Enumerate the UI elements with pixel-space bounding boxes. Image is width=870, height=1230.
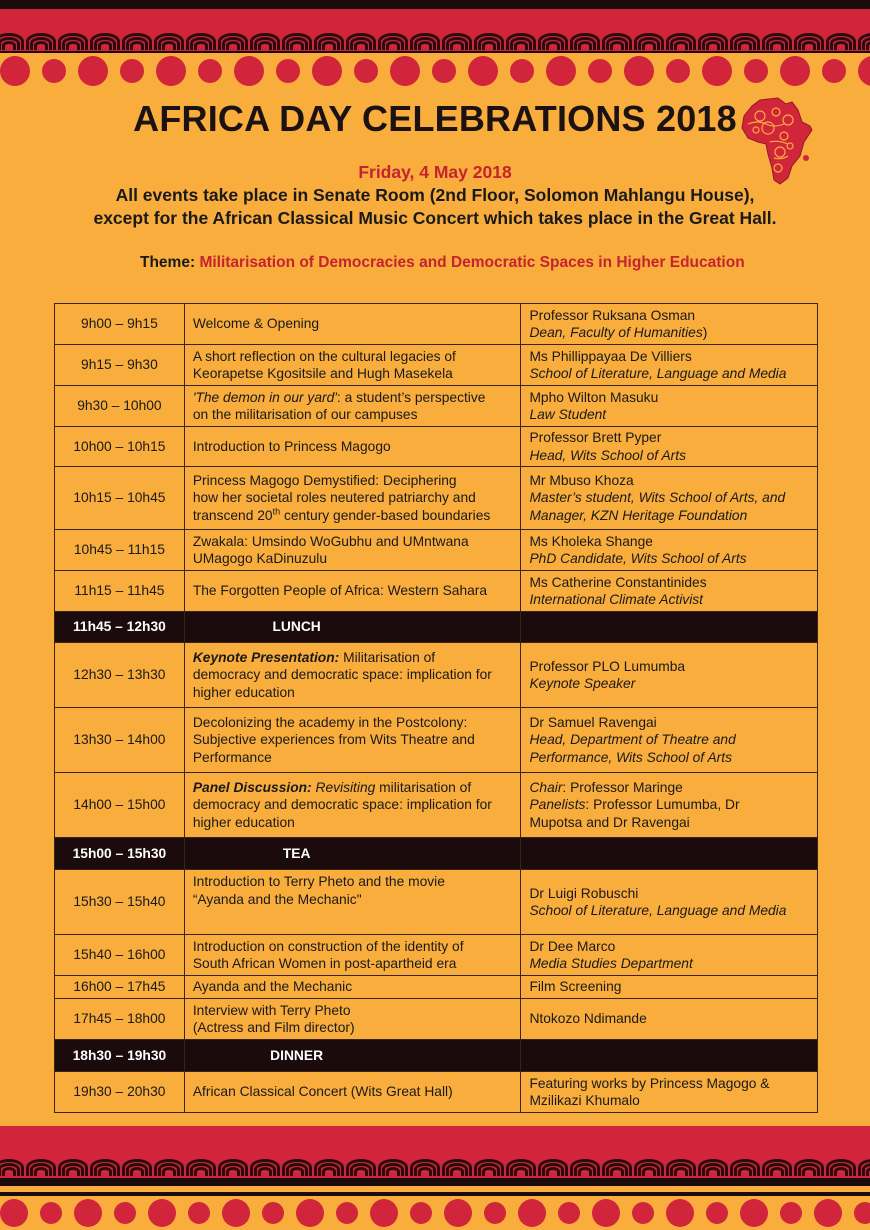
decorative-dot [296,1199,324,1227]
decorative-dot [114,1202,136,1224]
break-row [55,612,818,643]
event-text: century gender-based boundaries [280,507,491,523]
speaker-cell [521,708,818,773]
decorative-dot [78,56,108,86]
event-line: A short reflection on the cultural legacies of [192,348,456,364]
event-line: UMagogo KaDinuzulu [192,551,328,566]
decorative-arc [322,41,336,50]
event-line: Keorapetse Kgositsile and Hugh Masekela [192,366,453,381]
decorative-arc [578,1167,592,1176]
speaker-cell [521,870,818,935]
event-line: Decolonizing the academy in the Postcolony: [192,714,468,730]
decorative-arc [290,41,304,50]
decorative-arc [194,41,208,50]
decorative-dot [468,56,498,86]
time-cell: 19h30 – 20h30 [55,1072,185,1113]
decorative-arc [130,1167,144,1176]
time-cell: 13h30 – 14h00 [55,708,185,773]
top-decorative-band [0,0,870,92]
decorative-arc [546,41,560,50]
decorative-arc [226,1167,240,1176]
speaker-role: School of Literature, Language and Media [529,366,787,381]
event-line: South African Women in post-apartheid era [192,956,457,971]
decorative-arc [674,1167,688,1176]
table-row [55,1072,818,1113]
schedule-table [54,303,818,1113]
speaker-role: Master’s student, Wits School of Arts, and [529,490,786,506]
time-cell: 10h15 – 10h45 [55,467,185,530]
speaker-cell: Film Screening [521,976,818,999]
speaker-name: Dr Luigi Robuschi [529,885,639,901]
event-cell [184,870,521,935]
decorative-arc [802,1167,816,1176]
event-date: Friday, 4 May 2018 [358,162,512,182]
empty-cell [521,838,818,870]
speaker-role: Media Studies Department [529,956,693,971]
speaker-cell [521,386,818,427]
decorative-arc [482,1167,496,1176]
event-line: on the militarisation of our campuses [192,407,418,422]
time-cell: 17h45 – 18h00 [55,999,185,1040]
time-cell: 14h00 – 15h00 [55,773,185,838]
table-row [55,643,818,708]
page-title: AFRICA DAY CELEBRATIONS 2018 [133,98,737,139]
venue-line-2: except for the African Classical Music Concert which takes place in the Great Hall. [93,208,777,228]
decorative-arc [194,1167,208,1176]
decorative-arc [386,1167,400,1176]
table-row [55,571,818,612]
decorative-dot [234,56,264,86]
decorative-arc [738,41,752,50]
table-row [55,386,818,427]
speaker-cell [521,530,818,571]
speaker-name: Ms Catherine Constantinides [529,574,707,590]
break-row [55,838,818,870]
event-line: Interview with Terry Pheto [192,1002,351,1018]
decorative-arc [98,1167,112,1176]
event-cell [184,386,521,427]
event-italic: Revisiting [311,779,376,795]
event-line: democracy and democratic space: implication for [192,667,492,683]
venue-line-1: All events take place in Senate Room (2nd Floor, Solomon Mahlangu House), [115,185,755,205]
decorative-arc [866,1167,870,1176]
decorative-dot [780,56,810,86]
panelists-value: : Professor Lumumba, Dr [585,797,740,813]
decorative-dot [780,1202,802,1224]
table-row [55,427,818,467]
table-row [55,935,818,976]
decorative-dot [484,1202,506,1224]
decorative-arc [738,1167,752,1176]
event-text: Militarisation of [339,649,436,665]
decorative-arc [2,41,16,50]
time-cell: 10h45 – 11h15 [55,530,185,571]
time-cell: 10h00 – 10h15 [55,427,185,467]
decorative-arc [66,41,80,50]
event-line: higher education [192,684,295,700]
decorative-dot [858,56,870,86]
time-cell: 9h15 – 9h30 [55,345,185,386]
event-text: militarisation of [375,779,472,795]
table-row [55,530,818,571]
decorative-arc [226,41,240,50]
event-line: Zwakala: Umsindo WoGubhu and UMntwana [192,533,469,549]
decorative-dot [222,1199,250,1227]
decorative-dot [74,1199,102,1227]
event-cell: Welcome & Opening [184,304,521,345]
decorative-arc [866,41,870,50]
top-black-stripe [0,0,870,9]
decorative-dot [148,1199,176,1227]
speaker-name: Ms Kholeka Shange [529,533,653,549]
bottom-dot-row [0,1196,870,1230]
decorative-dot [410,1202,432,1224]
speaker-role: School of Literature, Language and Media [529,903,787,918]
speaker-role: Head, Department of Theatre and [529,732,736,748]
decorative-arc [98,41,112,50]
decorative-arc [354,1167,368,1176]
speaker-role: Performance, Wits School of Arts [529,749,732,765]
event-line: democracy and democratic space: implication for [192,797,492,813]
time-cell: 11h15 – 11h45 [55,571,185,612]
speaker-cell [521,345,818,386]
table-row [55,870,818,935]
event-line: Introduction to Terry Pheto and the movie [192,874,445,889]
speaker-role: Law Student [529,407,607,422]
speaker-name: Professor Ruksana Osman [529,307,696,323]
speaker-name: Mpho Wilton Masuku [529,389,659,405]
decorative-arc [546,1167,560,1176]
decorative-arc [450,1167,464,1176]
time-cell: 15h00 – 15h30 [55,838,185,870]
decorative-dot [42,59,66,83]
decorative-dot [0,56,30,86]
bottom-semicircle-pattern [0,1140,870,1178]
time-cell: 15h30 – 15h40 [55,870,185,935]
table-row [55,708,818,773]
event-line: Princess Magogo Demystified: Deciphering [192,472,457,488]
decorative-arc [642,41,656,50]
event-cell [184,935,521,976]
time-cell: 16h00 – 17h45 [55,976,185,999]
decorative-dot [390,56,420,86]
table-row [55,999,818,1040]
decorative-dot [624,56,654,86]
decorative-arc [162,1167,176,1176]
decorative-dot [702,56,732,86]
table-row [55,773,818,838]
decorative-dot [588,59,612,83]
decorative-dot [432,59,456,83]
decorative-arc [610,1167,624,1176]
event-italic: 'The demon in our yard' [192,389,337,405]
empty-cell [521,1040,818,1072]
decorative-arc [34,1167,48,1176]
table-row [55,467,818,530]
chair-label: Chair [529,779,563,795]
decorative-arc [674,41,688,50]
event-cell: Ayanda and the Mechanic [184,976,521,999]
decorative-dot [546,56,576,86]
event-cell [184,345,521,386]
speaker-name: Ms Phillippayaa De Villiers [529,348,692,364]
speaker-name: Mr Mbuso Khoza [529,472,634,488]
event-cell [184,467,521,530]
decorative-dot [40,1202,62,1224]
decorative-arc [2,1167,16,1176]
decorative-dot [312,56,342,86]
time-cell: 9h30 – 10h00 [55,386,185,427]
decorative-arc [706,41,720,50]
decorative-arc [130,41,144,50]
speaker-role: PhD Candidate, Wits School of Arts [529,551,747,566]
bottom-decorative-band [0,1126,870,1230]
empty-cell [521,612,818,643]
table-row [55,345,818,386]
decorative-dot [854,1202,870,1224]
speaker-name: Professor Brett Pyper [529,430,662,445]
event-line: higher education [192,814,295,830]
decorative-dot [120,59,144,83]
decorative-dot [276,59,300,83]
decorative-arc [578,41,592,50]
break-label: LUNCH [184,612,521,643]
speaker-cell [521,935,818,976]
event-line: Subjective experiences from Wits Theatre and [192,732,475,748]
decorative-arc [834,1167,848,1176]
decorative-arc [514,1167,528,1176]
speaker-role: Manager, KZN Heritage Foundation [529,507,748,523]
decorative-arc [834,41,848,50]
role-suffix: ) [702,325,708,340]
decorative-arc [514,41,528,50]
decorative-arc [258,1167,272,1176]
speaker-role: International Climate Activist [529,592,703,607]
decorative-arc [418,41,432,50]
panelists-line: Mupotsa and Dr Ravengai [529,814,690,830]
top-dot-row [0,53,870,92]
decorative-arc [770,41,784,50]
event-text: transcend 20 [192,507,273,523]
decorative-dot [666,1199,694,1227]
speaker-line: Mzilikazi Khumalo [529,1093,640,1108]
speaker-cell [521,643,818,708]
decorative-arc [34,41,48,50]
event-cell [184,643,521,708]
decorative-arc [162,41,176,50]
event-cell [184,530,521,571]
decorative-dot [156,56,186,86]
decorative-arc [450,41,464,50]
break-label: DINNER [184,1040,521,1072]
time-cell: 18h30 – 19h30 [55,1040,185,1072]
event-cell: African Classical Concert (Wits Great Hall) [184,1072,521,1113]
decorative-dot [632,1202,654,1224]
decorative-arc [354,41,368,50]
decorative-arc [290,1167,304,1176]
decorative-dot [822,59,846,83]
event-text: : a student’s perspective [336,389,486,405]
bottom-black-stripe [0,1178,870,1186]
event-cell [184,708,521,773]
time-cell: 12h30 – 13h30 [55,643,185,708]
decorative-dot [510,59,534,83]
time-cell: 15h40 – 16h00 [55,935,185,976]
time-cell: 11h45 – 12h30 [55,612,185,643]
decorative-dot [518,1199,546,1227]
decorative-arc [802,41,816,50]
speaker-role: Keynote Speaker [529,676,636,691]
decorative-arc [610,41,624,50]
event-bold-italic: Keynote Presentation: [192,649,340,665]
decorative-arc [706,1167,720,1176]
decorative-arc [482,41,496,50]
event-cell: Introduction to Princess Magogo [184,427,521,467]
theme-line [140,254,745,272]
top-semicircle-pattern [0,14,870,50]
decorative-dot [198,59,222,83]
decorative-dot [0,1199,28,1227]
decorative-dot [558,1202,580,1224]
event-line: how her societal roles neutered patriarchy and [192,490,476,506]
event-bold-italic: Panel Discussion: [192,779,312,795]
break-label: TEA [184,838,521,870]
speaker-cell: Ntokozo Ndimande [521,999,818,1040]
theme-value: Militarisation of Democracies and Democratic Spaces in Higher Education [199,254,745,271]
speaker-cell [521,571,818,612]
decorative-dot [814,1199,842,1227]
event-line: Performance [192,749,272,765]
time-cell: 9h00 – 9h15 [55,304,185,345]
speaker-cell [521,1072,818,1113]
decorative-dot [592,1199,620,1227]
decorative-arc [258,41,272,50]
speaker-cell [521,773,818,838]
table-row [55,976,818,999]
decorative-arc [66,1167,80,1176]
speaker-cell [521,427,818,467]
decorative-dot [354,59,378,83]
decorative-arc [770,1167,784,1176]
decorative-dot [188,1202,210,1224]
speaker-name: Dr Samuel Ravengai [529,714,657,730]
decorative-dot [444,1199,472,1227]
decorative-dot [666,59,690,83]
decorative-dot [370,1199,398,1227]
decorative-dot [744,59,768,83]
speaker-name: Dr Dee Marco [529,938,616,954]
speaker-name: Professor PLO Lumumba [529,658,686,674]
decorative-dot [706,1202,728,1224]
event-cell: The Forgotten People of Africa: Western Sahara [184,571,521,612]
decorative-dot [740,1199,768,1227]
speaker-role: Head, Wits School of Arts [529,447,686,463]
table-row [55,304,818,345]
event-cell [184,773,521,838]
decorative-arc [418,1167,432,1176]
event-line: “Ayanda and the Mechanic" [192,891,362,907]
decorative-arc [642,1167,656,1176]
event-line: Introduction on construction of the identity of [192,938,464,954]
decorative-dot [336,1202,358,1224]
event-line: (Actress and Film director) [192,1020,355,1035]
chair-value: : Professor Maringe [562,779,683,795]
panelists-label: Panelists [529,797,586,813]
decorative-arc [386,41,400,50]
break-row [55,1040,818,1072]
decorative-dot [262,1202,284,1224]
decorative-arc [322,1167,336,1176]
venue-note [0,184,870,230]
speaker-role: Dean, Faculty of Humanities [529,325,703,340]
superscript: th [272,506,281,517]
event-cell [184,999,521,1040]
theme-label: Theme: [140,254,196,271]
speaker-cell [521,467,818,530]
speaker-cell [521,304,818,345]
speaker-line: Featuring works by Princess Magogo & [529,1075,770,1091]
